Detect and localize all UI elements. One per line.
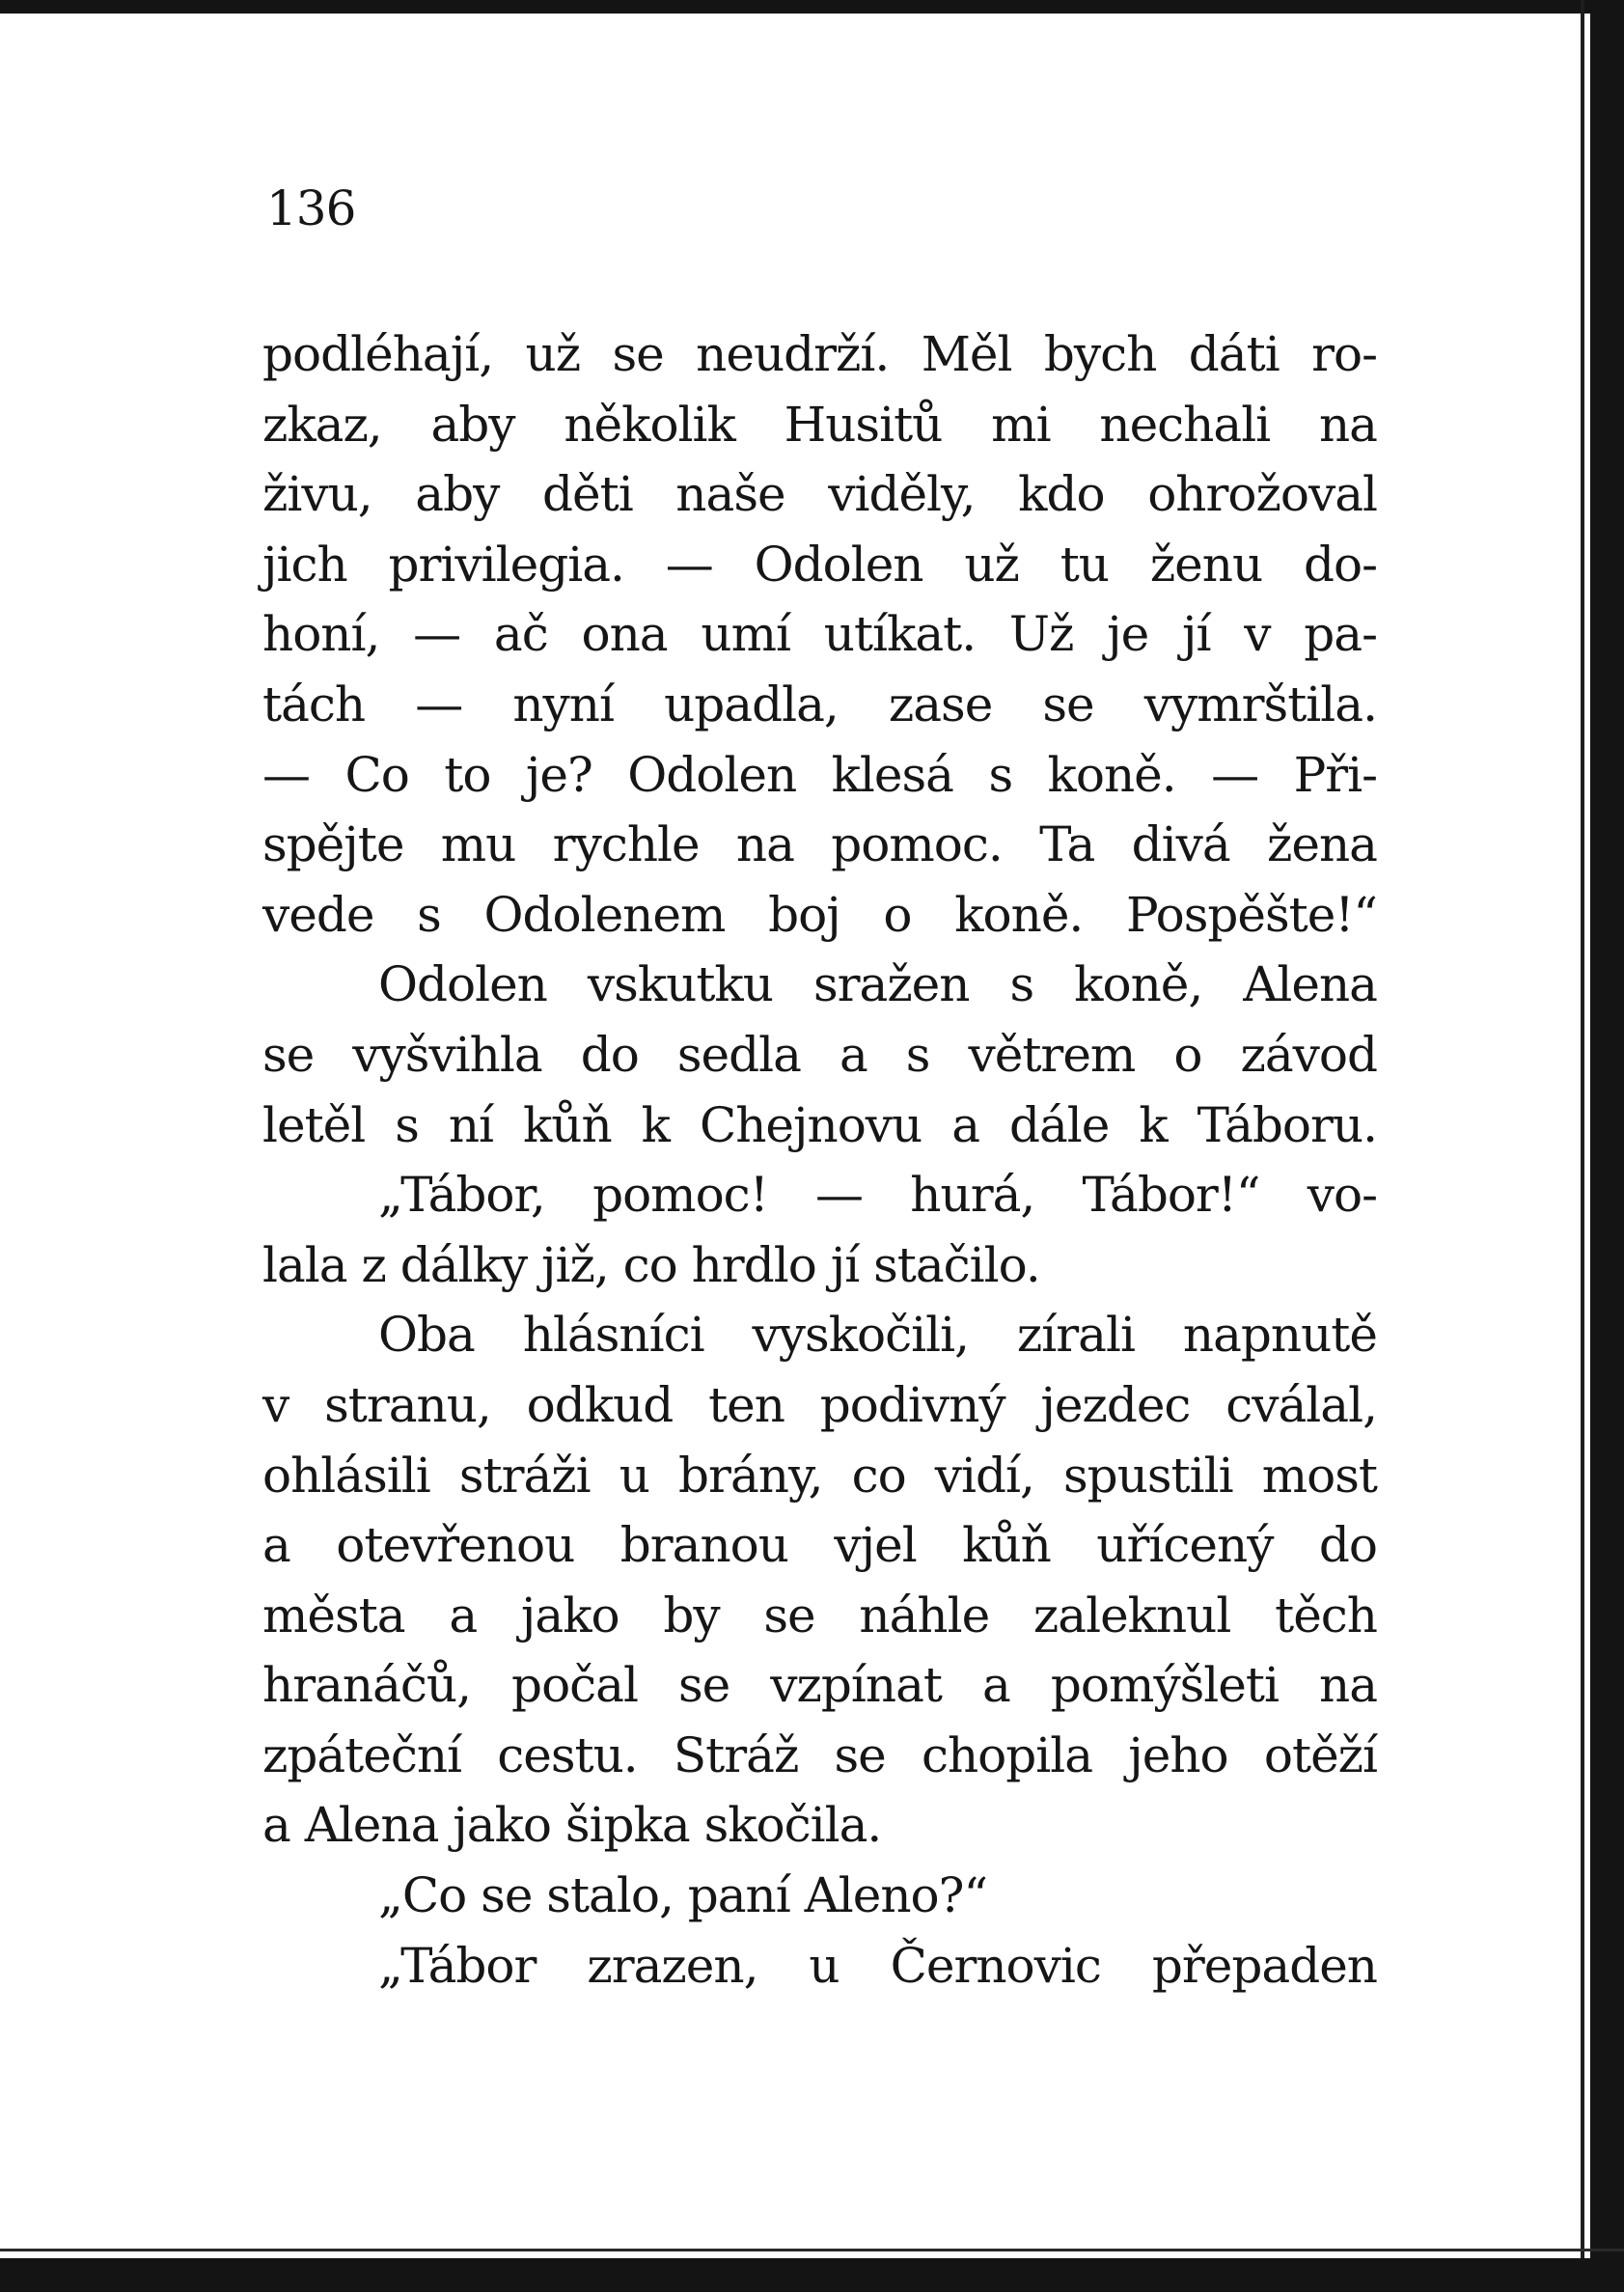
text-line: Oba hlásníci vyskočili, zírali napnutě: [378, 1307, 1377, 1364]
text-line: se vyšvihla do sedla a s větrem o závod: [262, 1026, 1377, 1083]
text-line: ohlásili stráži u brány, co vidí, spustili most: [262, 1447, 1377, 1504]
page-number: 136: [266, 180, 356, 236]
text-line: města a jako by se náhle zaleknul těch: [262, 1587, 1377, 1643]
scan-border-bottom-line: [0, 2249, 1624, 2251]
scan-border-top: [0, 0, 1624, 14]
text-line: a otevřenou branou vjel kůň uřícený do: [262, 1517, 1377, 1574]
text-line: tách — nyní upadla, zase se vymrštila.: [262, 676, 1377, 732]
text-line: — Co to je? Odolen klesá s koně. — Při-: [262, 746, 1377, 803]
scan-border-bottom: [0, 2258, 1624, 2292]
text-line: zpáteční cestu. Stráž se chopila jeho otěží: [262, 1726, 1377, 1783]
text-line: hranáčů, počal se vzpínat a pomýšleti na: [262, 1657, 1377, 1714]
text-line: „Tábor zrazen, u Černovic přepaden: [378, 1937, 1377, 1994]
text-line: podléhají, už se neudrží. Měl bych dáti ro-: [262, 326, 1377, 382]
scan-border-right: [1590, 0, 1624, 2292]
text-line: v stranu, odkud ten podivný jezdec cválal,: [262, 1376, 1377, 1433]
text-line: jich privilegia. — Odolen už tu ženu do-: [262, 536, 1377, 593]
text-line: lala z dálky již, co hrdlo jí stačilo.: [262, 1236, 1040, 1293]
text-line: Odolen vskutku sražen s koně, Alena: [378, 956, 1377, 1013]
scan-border-right-line: [1581, 0, 1584, 2292]
text-line: letěl s ní kůň k Chejnovu a dále k Táboru.: [262, 1096, 1377, 1153]
text-line: a Alena jako šipka skočila.: [262, 1797, 882, 1854]
text-line: živu, aby děti naše viděly, kdo ohrožoval: [262, 466, 1377, 523]
body-text: [262, 319, 1377, 2001]
text-line: „Tábor, pomoc! — hurá, Tábor!“ vo-: [378, 1167, 1377, 1224]
text-line: spějte mu rychle na pomoc. Ta divá žena: [262, 816, 1377, 873]
text-line: „Co se stalo, paní Aleno?“: [378, 1867, 988, 1924]
text-line: honí, — ač ona umí utíkat. Už je jí v pa-: [262, 606, 1377, 663]
text-line: zkaz, aby několik Husitů mi nechali na: [262, 396, 1377, 453]
text-line: vede s Odolenem boj o koně. Pospěšte!“: [262, 886, 1377, 943]
